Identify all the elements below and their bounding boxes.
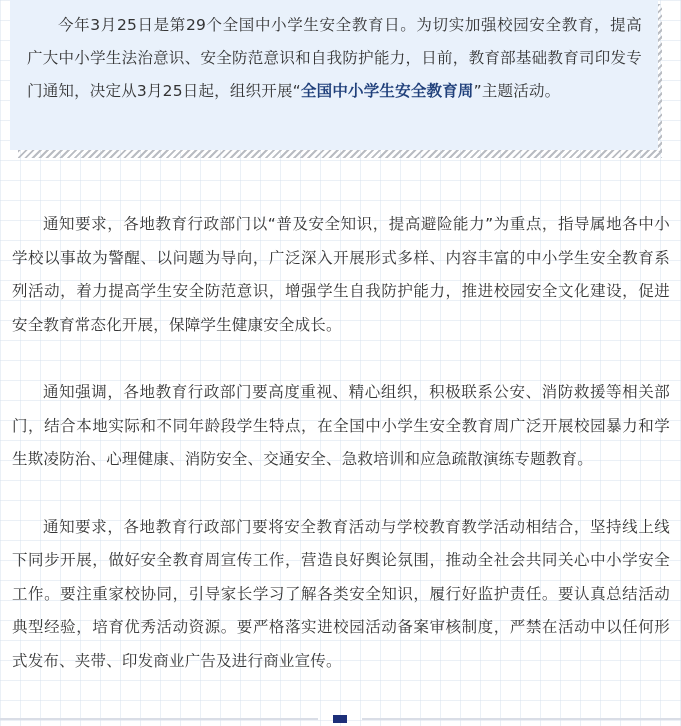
footer-divider-mark	[333, 715, 347, 723]
footer-divider-left	[0, 718, 318, 720]
paragraph-3: 通知要求，各地教育行政部门要将安全教育活动与学校教育教学活动相结合，坚持线上线下同步开展，做好安全教育周宣传工作，营造良好舆论氛围，推动全社会共同关心中小学安全工作。要注重家校协同，引导家长学习了解各类安全知识，履行好监护责任。要认真总结活动典型经验，培育优秀活动资源。要严格落实进校园活动备案审核制度，严禁在活动中以任何形式发布、夹带、印发商业广告及进行商业宣传。	[12, 517, 670, 670]
intro-box	[10, 0, 658, 150]
intro-highlight: 全国中小学生安全教育周	[300, 82, 474, 100]
footer-divider-right	[362, 718, 681, 720]
intro-text-before: 今年3月25日是第29个全国中小学生安全教育日。为切实加强校园安全教育，提高广大中小学生法治意识、安全防范意识和自我防护能力，日前，教育部基础教育司印发专门通知，决定从3月25日起，组织开展“	[27, 16, 642, 100]
paragraph-2: 通知强调，各地教育行政部门要高度重视、精心组织，积极联系公安、消防救援等相关部门，结合本地实际和不同年龄段学生特点，在全国中小学生安全教育周广泛开展校园暴力和学生欺凌防治、心理健康、消防安全、交通安全、急救培训和应急疏散演练专题教育。	[12, 383, 670, 468]
intro-paragraph	[27, 9, 642, 108]
article-body	[12, 208, 670, 712]
paragraph-1: 通知要求，各地教育行政部门以“普及安全知识，提高避险能力”为重点，指导属地各中小学校以事故为警醒、以问题为导向，广泛深入开展形式多样、内容丰富的中小学生安全教育系列活动，着力提高学生安全防范意识，增强学生自我防护能力，推进校园安全文化建设，促进安全教育常态化开展，保障学生健康安全成长。	[12, 215, 670, 334]
intro-text-after: ”主题活动。	[473, 82, 561, 100]
